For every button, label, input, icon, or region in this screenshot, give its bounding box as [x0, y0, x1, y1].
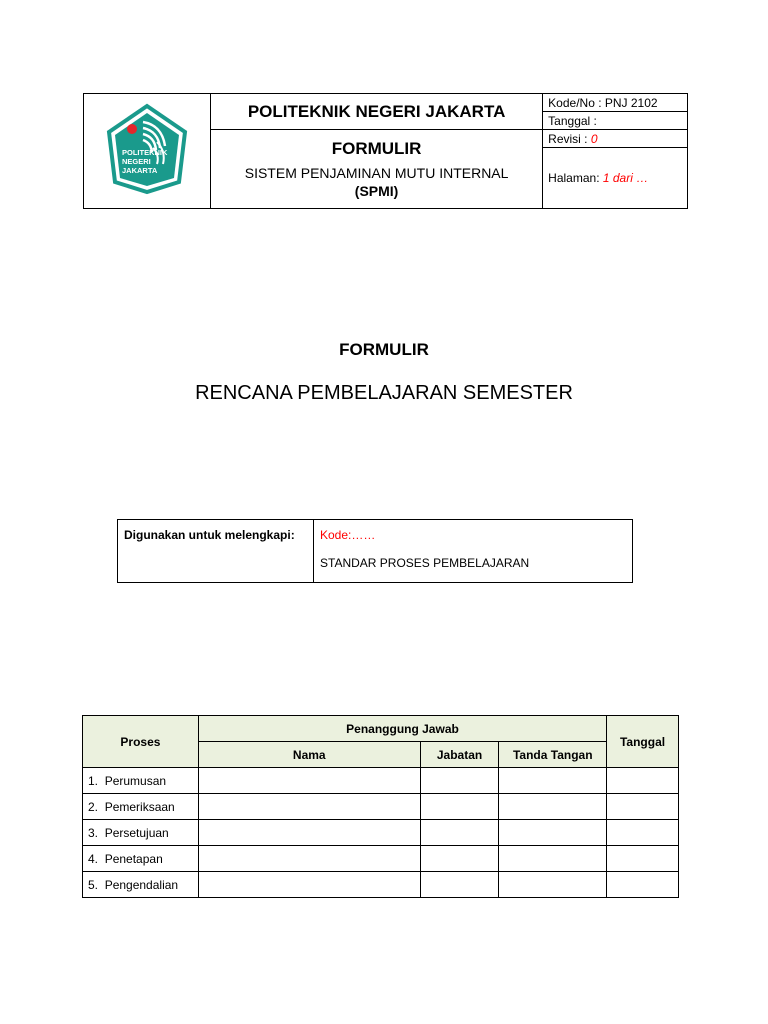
cell-jabatan[interactable]	[420, 846, 499, 872]
usage-value-cell	[314, 520, 633, 583]
revisi-value: 0	[590, 131, 598, 146]
system-abbr: (SPMI)	[354, 183, 399, 199]
usage-table	[117, 519, 633, 583]
table-row	[83, 846, 679, 872]
col-tanggal: Tanggal	[607, 716, 679, 768]
document-title-formulir: FORMULIR	[339, 340, 429, 359]
cell-tanda-tangan[interactable]	[499, 846, 607, 872]
usage-label: Digunakan untuk melengkapi:	[118, 520, 314, 583]
cell-tanggal[interactable]	[607, 768, 679, 794]
row-proses	[83, 846, 199, 872]
row-num: 1.	[88, 773, 99, 788]
kode-no: Kode/No : PNJ 2102	[543, 94, 688, 112]
revisi-label: Revisi :	[548, 131, 588, 146]
row-proses	[83, 872, 199, 898]
row-proses	[83, 820, 199, 846]
row-label: Persetujuan	[104, 825, 169, 840]
row-label: Pemeriksaan	[104, 799, 175, 814]
cell-tanggal[interactable]	[607, 794, 679, 820]
usage-kode: Kode:……	[320, 528, 376, 542]
logo-text-2: NEGERI	[122, 156, 151, 166]
cell-tanda-tangan[interactable]	[499, 872, 607, 898]
cell-nama[interactable]	[198, 872, 420, 898]
logo-cell	[84, 94, 211, 209]
table-row	[83, 794, 679, 820]
cell-nama[interactable]	[198, 846, 420, 872]
row-num: 3.	[88, 825, 99, 840]
cell-jabatan[interactable]	[420, 820, 499, 846]
col-proses: Proses	[83, 716, 199, 768]
document-header	[83, 93, 688, 209]
process-table	[82, 715, 679, 898]
cell-tanggal[interactable]	[607, 820, 679, 846]
row-label: Penetapan	[104, 851, 163, 866]
cell-tanggal[interactable]	[607, 846, 679, 872]
cell-nama[interactable]	[198, 820, 420, 846]
revisi-cell	[543, 130, 688, 148]
system-name: SISTEM PENJAMINAN MUTU INTERNAL	[244, 165, 509, 181]
cell-tanda-tangan[interactable]	[499, 794, 607, 820]
form-system-cell	[211, 130, 543, 209]
col-tanda-tangan: Tanda Tangan	[499, 742, 607, 768]
table-row	[83, 820, 679, 846]
form-label: FORMULIR	[331, 139, 422, 158]
row-num: 5.	[88, 877, 99, 892]
cell-jabatan[interactable]	[420, 872, 499, 898]
halaman-value: 1 dari …	[602, 171, 649, 186]
cell-nama[interactable]	[198, 794, 420, 820]
institution-name: POLITEKNIK NEGERI JAKARTA	[211, 94, 543, 130]
row-proses	[83, 794, 199, 820]
document-title: RENCANA PEMBELAJARAN SEMESTER	[195, 382, 573, 404]
halaman-cell	[543, 148, 688, 209]
logo-text-1: POLITEKNIK	[122, 147, 168, 157]
cell-jabatan[interactable]	[420, 794, 499, 820]
cell-tanggal[interactable]	[607, 872, 679, 898]
row-num: 4.	[88, 851, 99, 866]
usage-standard: STANDAR PROSES PEMBELAJARAN	[320, 556, 530, 570]
col-jabatan: Jabatan	[420, 742, 499, 768]
row-label: Pengendalian	[104, 877, 179, 892]
tanggal-label: Tanggal :	[543, 112, 688, 130]
cell-jabatan[interactable]	[420, 768, 499, 794]
col-nama: Nama	[198, 742, 420, 768]
row-num: 2.	[88, 799, 99, 814]
row-proses	[83, 768, 199, 794]
cell-nama[interactable]	[198, 768, 420, 794]
col-penanggung-jawab: Penanggung Jawab	[198, 716, 606, 742]
row-label: Perumusan	[104, 773, 167, 788]
logo-text-3: JAKARTA	[122, 165, 158, 175]
cell-tanda-tangan[interactable]	[499, 820, 607, 846]
table-row	[83, 872, 679, 898]
table-row	[83, 768, 679, 794]
halaman-label: Halaman:	[548, 171, 600, 186]
cell-tanda-tangan[interactable]	[499, 768, 607, 794]
pnj-logo	[99, 102, 195, 196]
